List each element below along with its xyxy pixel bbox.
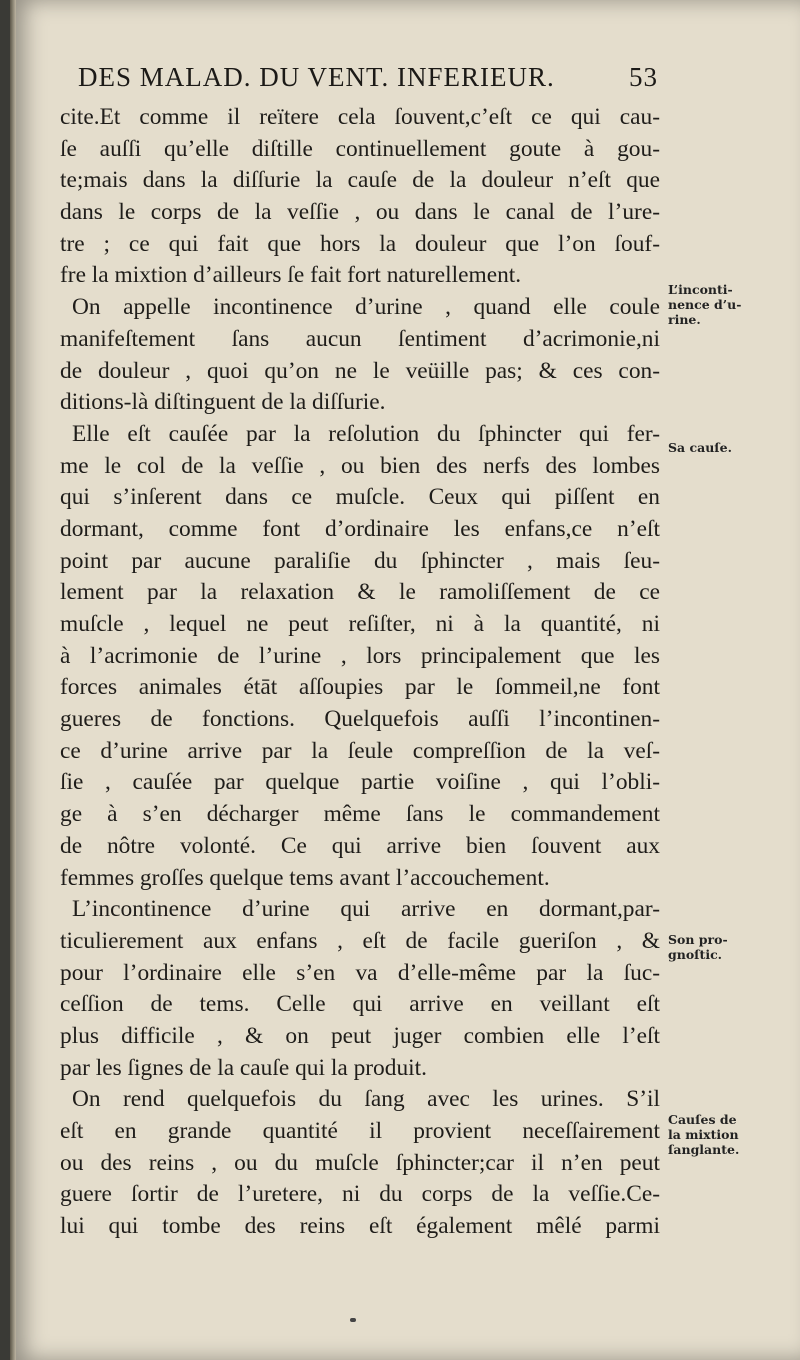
text-line: On appelle incontinence d’urine , quand elle coule [72, 294, 660, 321]
text-line: plus difficile , & on peut juger combien elle l’eſt [60, 1022, 660, 1049]
text-line: cite.Et comme il reïtere cela ſouvent,c’eſt ce qui cau- [60, 104, 660, 130]
text-line: ce d’urine arrive par la ſeule compreſſion de la veſ- [60, 737, 660, 764]
text-line: ceſſion de tems. Celle qui arrive en veillant eſt [60, 991, 660, 1018]
text-line: Elle eſt cauſée par la reſolution du ſphincter qui fer- [72, 420, 660, 447]
running-head-title: DES MALAD. DU VENT. INFERIEUR. [78, 62, 555, 92]
text-line: ticulierement aux enfans , eſt de facile gueriſon , & [60, 927, 660, 954]
margin-note-bloody-urine: Cauſes de la mixtion ſanglante. [668, 1112, 740, 1157]
text-line: femmes groſſes quelque tems avant l’accouchement. [60, 864, 550, 891]
text-line: de nôtre volonté. Ce qui arrive bien ſouvent aux [60, 832, 660, 859]
text-line: à l’acrimonie de l’urine , lors principalement que les [60, 642, 660, 669]
text-line: point par aucune paraliſie du ſphincter , mais ſeu- [60, 547, 660, 574]
margin-note-prognostic: Son pro- gnoſtic. [668, 932, 728, 962]
text-line: forces animales étāt aſſoupies par le ſommeil,ne font [60, 674, 660, 701]
text-line: ge à s’en décharger même ſans le commandement [60, 801, 660, 828]
page-number: 53 [629, 62, 658, 92]
text-line: tre ; ce qui fait que hors la douleur que l’on ſouf- [60, 230, 660, 257]
running-head [78, 62, 658, 93]
text-line: par les ſignes de la cauſe qui la produit. [60, 1054, 427, 1081]
text-line: de douleur , quoi qu’on ne le veüille pas; & ces con- [60, 357, 660, 384]
text-line: eſt en grande quantité il provient neceſſairement [60, 1118, 660, 1144]
text-line: dans le corps de la veſſie , ou dans le canal de l’ure- [60, 199, 660, 226]
text-line: te;mais dans la diſſurie la cauſe de la douleur n’eſt que [60, 167, 660, 194]
text-line: gueres de fonctions. Quelquefois auſſi l’incontinen- [60, 706, 660, 733]
text-line: fre la mixtion d’ailleurs ſe fait fort naturellement. [60, 262, 522, 289]
text-line: me le col de la veſſie , ou bien des nerfs des lombes [60, 452, 660, 479]
body-text [60, 102, 660, 1243]
text-line: qui s’inſerent dans ce muſcle. Ceux qui piſſent en [60, 484, 660, 511]
margin-note-incontinence: L’inconti- nence d’u- rine. [668, 282, 742, 327]
text-line: L’incontinence d’urine qui arrive en dormant,par- [72, 896, 660, 923]
text-line: dormant, comme font d’ordinaire les enfans,ce n’eſt [60, 515, 660, 542]
text-line: muſcle , lequel ne peut reſiſter, ni à la quantité, ni [60, 611, 660, 637]
text-line: lui qui tombe des reins eſt également mêlé parmi [60, 1213, 660, 1240]
page-binding-edge [10, 0, 16, 1360]
text-line: On rend quelquefois du ſang avec les urines. S’il [72, 1086, 660, 1113]
text-line: manifeſtement ſans aucun ſentiment d’acrimonie,ni [60, 325, 660, 352]
text-line: lement par la relaxation & le ramoliſſement de ce [60, 579, 660, 606]
margin-note-cause: Sa cauſe. [668, 440, 732, 455]
text-line: guere ſortir de l’uretere, ni du corps de la veſſie.Ce- [60, 1181, 660, 1208]
text-line: ditions-là diſtinguent de la diſſurie. [60, 389, 386, 416]
text-line: pour l’ordinaire elle s’en va d’elle-même par la ſuc- [60, 959, 660, 986]
text-line: ſe auſſi qu’elle diſtille continuellement goute à gou- [60, 135, 660, 162]
ink-speck [350, 1318, 356, 1322]
text-line: ſie , cauſée par quelque partie voiſine , qui l’obli- [60, 769, 660, 796]
text-line: ou des reins , ou du muſcle ſphincter;car il n’en peut [60, 1149, 660, 1176]
